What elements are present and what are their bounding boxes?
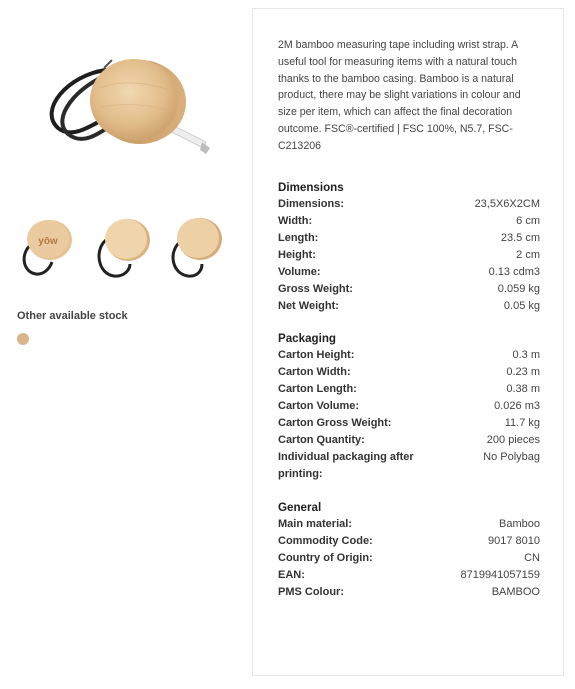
thumbnail-2[interactable] xyxy=(94,214,152,282)
other-stock-label: Other available stock xyxy=(17,310,128,322)
spec-label: PMS Colour: xyxy=(278,586,344,598)
product-main-image[interactable] xyxy=(28,30,228,180)
spec-label: Carton Length: xyxy=(278,383,357,395)
spec-row xyxy=(278,432,540,449)
spec-value: 200 pieces xyxy=(486,434,540,446)
tape-thumbnail-icon xyxy=(94,214,152,282)
spec-row xyxy=(278,533,540,550)
spec-value: CN xyxy=(524,552,540,564)
spec-value: 0.38 m xyxy=(506,383,540,395)
spec-label: Country of Origin: xyxy=(278,552,373,564)
spec-label: Carton Volume: xyxy=(278,400,360,412)
tape-thumbnail-branded-icon xyxy=(18,214,76,282)
spec-row xyxy=(278,247,540,264)
spec-label: Individual packaging after printing: xyxy=(278,451,414,480)
spec-label: Width: xyxy=(278,215,313,227)
spec-row xyxy=(278,281,540,298)
spec-value: 9017 8010 xyxy=(488,535,540,547)
spec-row xyxy=(278,364,540,381)
spec-row xyxy=(278,381,540,398)
spec-label: Dimensions: xyxy=(278,198,345,210)
spec-label: Net Weight: xyxy=(278,300,339,312)
section-title: Packaging xyxy=(278,332,336,345)
spec-value: BAMBOO xyxy=(491,586,540,598)
spec-value: 0.3 m xyxy=(512,349,540,361)
spec-value: No Polybag xyxy=(483,451,540,463)
thumbnail-1[interactable] xyxy=(18,214,76,282)
spec-value: 6 cm xyxy=(516,215,540,227)
spec-row xyxy=(278,264,540,281)
spec-value: 0.026 m3 xyxy=(494,400,540,412)
spec-label: Carton Quantity: xyxy=(278,434,365,446)
spec-row xyxy=(278,415,540,432)
thumbnail-strip xyxy=(18,214,233,284)
section-title: General xyxy=(278,501,322,514)
spec-label: EAN: xyxy=(278,569,305,581)
product-gallery xyxy=(0,0,245,689)
spec-value: 2 cm xyxy=(516,249,540,261)
spec-label: Volume: xyxy=(278,266,321,278)
spec-label: Length: xyxy=(278,232,319,244)
spec-label: Carton Width: xyxy=(278,366,351,378)
section-title: Dimensions xyxy=(278,181,344,194)
color-swatch-bamboo[interactable] xyxy=(17,333,29,345)
spec-row xyxy=(278,213,540,230)
spec-label: Gross Weight: xyxy=(278,283,353,295)
spec-label: Main material: xyxy=(278,518,352,530)
measuring-tape-icon xyxy=(28,30,228,180)
spec-row xyxy=(278,347,540,364)
spec-label: Carton Gross Weight: xyxy=(278,417,392,429)
spec-row xyxy=(278,567,540,584)
thumbnail-3[interactable] xyxy=(166,214,224,282)
spec-row xyxy=(278,196,540,213)
packaging-section xyxy=(278,330,540,483)
product-description: 2M bamboo measuring tape including wrist strap. A useful tool for measuring items with a natural touch thanks to the bamboo casing. Bamboo is a natural product, there may be slight variations in colour and size per item, which can affect the final decoration outcome. FSC®-certified | FSC 100%, N5.7, FSC-C213206 xyxy=(278,39,521,152)
spec-value: 8719941057159 xyxy=(460,569,540,581)
tape-thumbnail-icon xyxy=(166,214,224,282)
spec-row xyxy=(278,398,540,415)
spec-value: 0.059 kg xyxy=(497,283,540,295)
spec-label: Commodity Code: xyxy=(278,535,373,547)
spec-value: 11.7 kg xyxy=(504,417,540,429)
product-details-panel xyxy=(252,8,564,676)
spec-row xyxy=(278,449,540,483)
thumbnail-brand-text: yōw xyxy=(38,236,58,247)
spec-row xyxy=(278,298,540,315)
spec-value: 23.5 cm xyxy=(500,232,540,244)
spec-value: 0.05 kg xyxy=(503,300,540,312)
spec-label: Height: xyxy=(278,249,316,261)
spec-row xyxy=(278,230,540,247)
dimensions-section xyxy=(278,179,540,315)
spec-row xyxy=(278,584,540,601)
spec-value: 0.13 cdm3 xyxy=(488,266,540,278)
spec-value: 23,5X6X2CM xyxy=(474,198,540,210)
spec-value: 0.23 m xyxy=(506,366,540,378)
spec-label: Carton Height: xyxy=(278,349,355,361)
spec-value: Bamboo xyxy=(499,518,540,530)
spec-row xyxy=(278,516,540,533)
spec-row xyxy=(278,550,540,567)
general-section xyxy=(278,499,540,601)
